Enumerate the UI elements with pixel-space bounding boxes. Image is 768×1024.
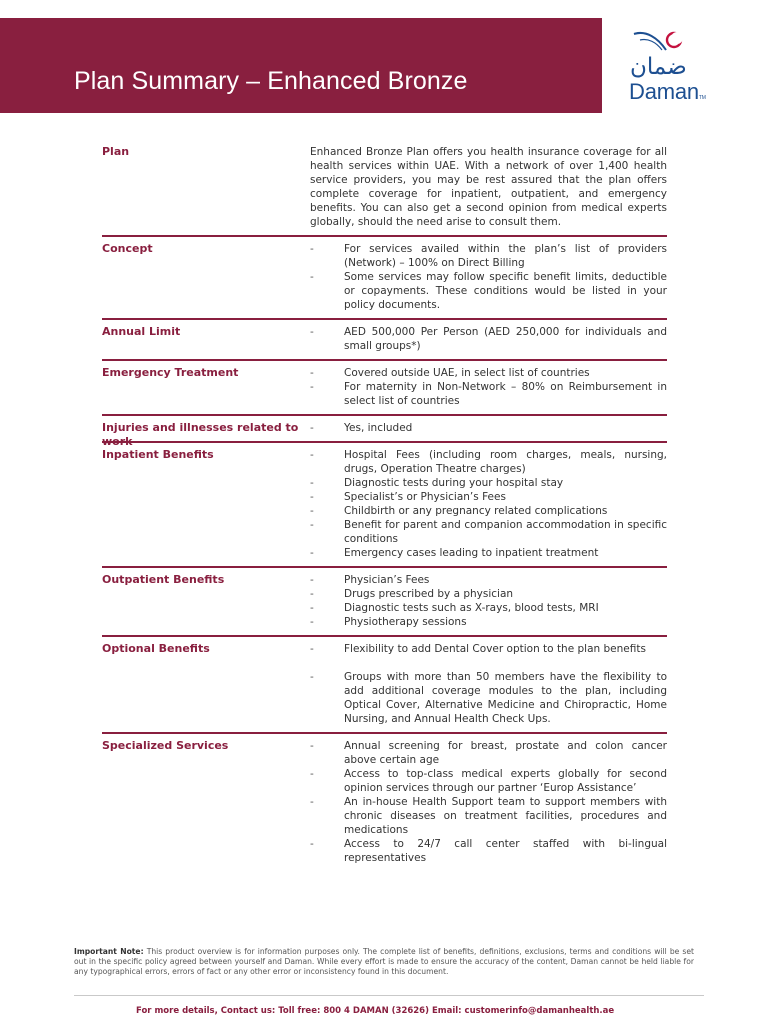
list-item-text: Physiotherapy sessions bbox=[344, 616, 467, 628]
list-item-text: Benefit for parent and companion accommodation in specific conditions bbox=[344, 519, 667, 545]
section-label: Outpatient Benefits bbox=[102, 573, 225, 586]
bullet-dash: - bbox=[310, 838, 314, 850]
benefit-sections bbox=[102, 237, 667, 871]
bullet-dash: - bbox=[310, 477, 314, 489]
list-item bbox=[310, 325, 667, 353]
section-label: Plan bbox=[102, 145, 130, 158]
list-item bbox=[310, 518, 667, 546]
list-item bbox=[310, 587, 667, 601]
list-item-text: An in-house Health Support team to support members with chronic diseases on treatment facilities, procedures and medications bbox=[344, 796, 667, 836]
bullet-dash: - bbox=[310, 505, 314, 517]
plan-description: Enhanced Bronze Plan offers you health insurance coverage for all health services within UAE. With a network of over 1,400 health service providers, you may be rest assured that the plan offers complete coverage for inpatient, outpatient, and emergency benefits. You can also get a second opinion from medical experts globally, should the need arise to consult them. bbox=[310, 146, 667, 228]
bullet-dash: - bbox=[310, 588, 314, 600]
note-text: This product overview is for information purposes only. The complete list of benefits, definitions, exclusions, terms and conditions will be set out in the specific policy agreed between yourself and Daman. While every effort is made to ensure the accuracy of the content, Daman cannot be held liable for any typographical errors, errors of fact or any other error or inconsistency found in this document. bbox=[74, 947, 694, 976]
bullet-dash: - bbox=[310, 491, 314, 503]
list-item bbox=[310, 739, 667, 767]
list-item-text: Yes, included bbox=[344, 422, 413, 434]
benefit-section bbox=[102, 320, 667, 361]
list-item-text: AED 500,000 Per Person (AED 250,000 for individuals and small groups*) bbox=[344, 326, 667, 352]
bullet-dash: - bbox=[310, 574, 314, 586]
benefit-section bbox=[102, 568, 667, 637]
footer-divider bbox=[74, 995, 704, 996]
page-title: Plan Summary – Enhanced Bronze bbox=[74, 67, 468, 95]
section-items bbox=[310, 642, 667, 726]
contact-footer: For more details, Contact us: Toll free: 800 4 DAMAN (32626) Email: customerinfo@damanhealth.ae bbox=[136, 1006, 615, 1016]
daman-logo bbox=[606, 28, 766, 108]
list-item-text: Hospital Fees (including room charges, meals, nursing, drugs, Operation Theatre charges) bbox=[344, 449, 667, 475]
bullet-dash: - bbox=[310, 271, 314, 283]
list-item bbox=[310, 448, 667, 476]
logo-latin-text: Daman bbox=[629, 79, 699, 104]
logo-wordmark bbox=[629, 79, 706, 105]
bullet-dash: - bbox=[310, 243, 314, 255]
list-item bbox=[310, 490, 667, 504]
benefit-section bbox=[102, 361, 667, 416]
bullet-dash: - bbox=[310, 602, 314, 614]
logo-trademark: TM bbox=[698, 95, 706, 101]
list-item bbox=[310, 642, 667, 656]
bullet-dash: - bbox=[310, 519, 314, 531]
plan-summary-table bbox=[102, 140, 667, 871]
section-label: Emergency Treatment bbox=[102, 366, 239, 379]
bullet-dash: - bbox=[310, 326, 314, 338]
logo-arabic-text: ضمان bbox=[630, 54, 687, 80]
list-item bbox=[310, 476, 667, 490]
section-items bbox=[310, 573, 667, 629]
section-items bbox=[310, 325, 667, 353]
list-item bbox=[310, 380, 667, 408]
bullet-dash: - bbox=[310, 643, 314, 655]
list-item bbox=[310, 546, 667, 560]
section-label: Optional Benefits bbox=[102, 642, 210, 655]
section-label: Annual Limit bbox=[102, 325, 181, 338]
benefit-section bbox=[102, 237, 667, 320]
list-item bbox=[310, 795, 667, 837]
bullet-dash: - bbox=[310, 740, 314, 752]
list-item-text: Flexibility to add Dental Cover option to the plan benefits bbox=[344, 643, 646, 655]
list-item-text: Diagnostic tests during your hospital stay bbox=[344, 477, 564, 489]
section-items bbox=[310, 421, 667, 435]
bullet-dash: - bbox=[310, 449, 314, 461]
bullet-dash: - bbox=[310, 381, 314, 393]
list-item bbox=[310, 601, 667, 615]
list-item bbox=[310, 270, 667, 312]
item-spacer bbox=[310, 656, 667, 670]
list-item-text: Groups with more than 50 members have the flexibility to add additional coverage modules to the plan, including Optical Cover, Alternative Medicine and Chiropractic, Home Nursing, and Annual Health Check Ups. bbox=[344, 671, 667, 725]
list-item bbox=[310, 421, 667, 435]
section-items bbox=[310, 242, 667, 312]
note-label: Important Note: bbox=[74, 947, 144, 956]
bullet-dash: - bbox=[310, 422, 314, 434]
section-items bbox=[310, 366, 667, 408]
bullet-dash: - bbox=[310, 616, 314, 628]
list-item-text: Drugs prescribed by a physician bbox=[344, 588, 514, 600]
plan-section bbox=[102, 140, 667, 237]
list-item-text: Access to 24/7 call center staffed with bi-lingual representatives bbox=[344, 838, 667, 864]
list-item-text: Some services may follow specific benefit limits, deductible or copayments. These conditions would be listed in your policy documents. bbox=[344, 271, 667, 311]
list-item-text: Physician’s Fees bbox=[344, 574, 430, 586]
list-item-text: Covered outside UAE, in select list of countries bbox=[344, 367, 590, 379]
section-items bbox=[310, 739, 667, 865]
list-item bbox=[310, 504, 667, 518]
bullet-dash: - bbox=[310, 547, 314, 559]
list-item bbox=[310, 573, 667, 587]
section-items bbox=[310, 448, 667, 560]
benefit-section bbox=[102, 416, 667, 448]
section-label: Specialized Services bbox=[102, 739, 229, 752]
list-item-text: Annual screening for breast, prostate and colon cancer above certain age bbox=[344, 740, 667, 766]
bullet-dash: - bbox=[310, 367, 314, 379]
list-item bbox=[310, 837, 667, 865]
list-item-text: For services availed within the plan’s list of providers (Network) – 100% on Direct Billing bbox=[344, 243, 667, 269]
benefit-section bbox=[102, 734, 667, 871]
benefit-section bbox=[102, 637, 667, 734]
section-label: Inpatient Benefits bbox=[102, 448, 214, 461]
list-item bbox=[310, 615, 667, 629]
important-note bbox=[74, 947, 694, 977]
benefit-section bbox=[102, 443, 667, 568]
list-item bbox=[310, 242, 667, 270]
list-item-text: Emergency cases leading to inpatient treatment bbox=[344, 547, 599, 559]
list-item-text: For maternity in Non-Network – 80% on Reimbursement in select list of countries bbox=[344, 381, 667, 407]
bullet-dash: - bbox=[310, 768, 314, 780]
list-item-text: Specialist’s or Physician’s Fees bbox=[344, 491, 506, 503]
list-item bbox=[310, 670, 667, 726]
list-item bbox=[310, 366, 667, 380]
section-label: Injuries and illnesses related to work bbox=[102, 421, 299, 448]
list-item-text: Diagnostic tests such as X-rays, blood tests, MRI bbox=[344, 602, 599, 614]
list-item bbox=[310, 767, 667, 795]
list-item-text: Access to top-class medical experts globally for second opinion services through our partner ‘Europ Assistance’ bbox=[344, 768, 667, 794]
bullet-dash: - bbox=[310, 796, 314, 808]
section-label: Concept bbox=[102, 242, 153, 255]
bullet-dash: - bbox=[310, 671, 314, 683]
header-banner bbox=[0, 18, 602, 113]
list-item-text: Childbirth or any pregnancy related complications bbox=[344, 505, 608, 517]
